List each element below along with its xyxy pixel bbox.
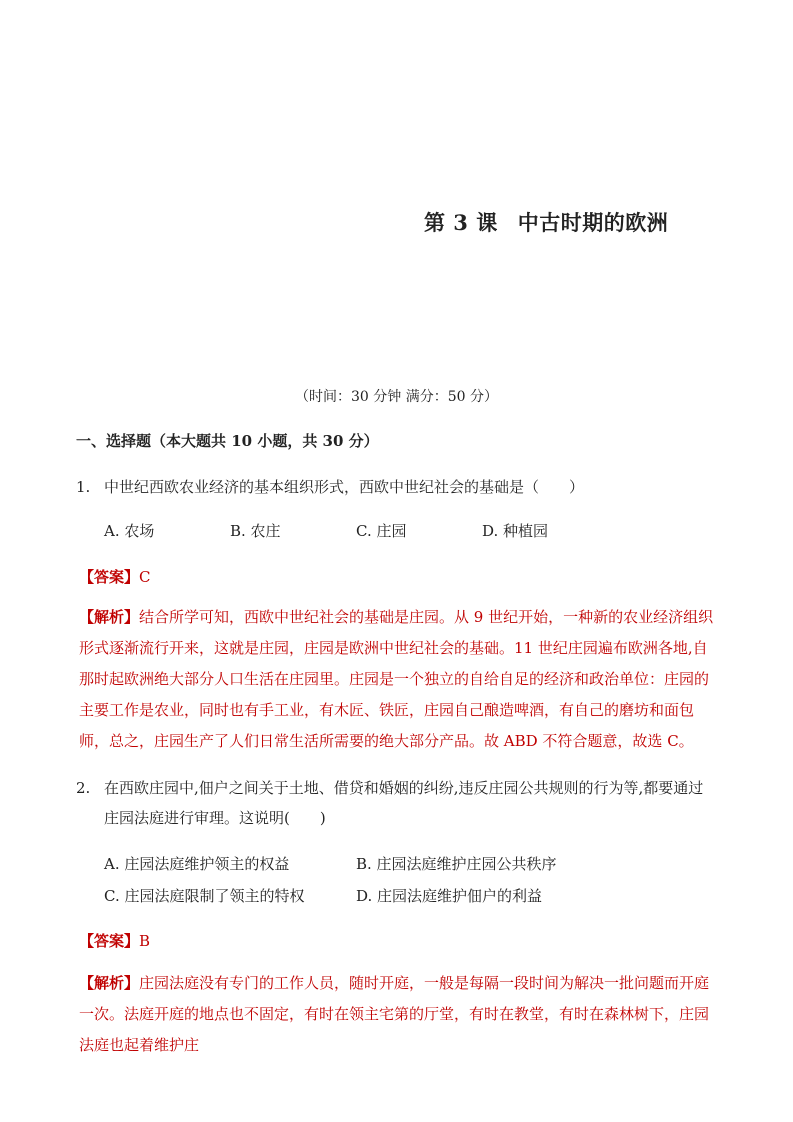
question-number: 1. [76, 478, 91, 496]
time-info: （时间：30 分钟 满分：50 分） [295, 389, 498, 405]
analysis-label: 【解析】 [79, 608, 140, 626]
answer-value: B [139, 932, 151, 950]
option-b: B. 庄园法庭维护庄园公共秩序 [356, 855, 557, 873]
question-2-answer [79, 930, 150, 951]
option-c: C. 庄园 [356, 522, 407, 540]
question-2-analysis [79, 968, 719, 1061]
analysis-label: 【解析】 [79, 974, 140, 992]
analysis-text: 结合所学可知，西欧中世纪社会的基础是庄园。从 9 世纪开始，一种新的农业经济组织形式逐渐流行开来，这就是庄园，庄园是欧洲中世纪社会的基础。11 世纪庄园遍布欧洲各地,自那时起欧洲绝大部分人口生活在庄园里。庄园是一个独立的自给自足的经济和政治单位：庄园的主要工作是农业，同时也有手工业，有木匠、铁匠，庄园自己酿造啤酒，有自己的磨坊和面包师，总之，庄园生产了人们日常生活所需要的绝大部分产品。故 ABD 不符合题意，故选 C。 [79, 608, 714, 750]
question-stem: 在西欧庄园中,佃户之间关于土地、借贷和婚姻的纠纷,违反庄园公共规则的行为等,都要通过庄园法庭进行审理。这说明( ) [104, 779, 704, 827]
question-1-answer [79, 566, 151, 587]
question-stem: 中世纪西欧农业经济的基本组织形式，西欧中世纪社会的基础是（ ） [104, 478, 585, 496]
option-c: C. 庄园法庭限制了领主的特权 [104, 887, 305, 905]
page-title [424, 207, 668, 237]
answer-value: C [139, 568, 151, 586]
answer-label: 【答案】 [79, 568, 140, 586]
lesson-name: 中古时期的欧洲 [517, 210, 669, 235]
question-number: 2. [76, 779, 91, 797]
option-d: D. 庄园法庭维护佃户的利益 [356, 887, 543, 905]
option-d: D. 种植园 [482, 522, 549, 540]
option-a: A. 农场 [104, 522, 155, 540]
option-b: B. 农庄 [230, 522, 281, 540]
question-1-analysis [79, 602, 719, 757]
lesson-number: 第 3 课 [424, 210, 498, 235]
analysis-text: 庄园法庭没有专门的工作人员，随时开庭，一般是每隔一段时间为解决一批问题而开庭一次。法庭开庭的地点也不固定，有时在领主宅第的厅堂，有时在教堂，有时在森林树下，庄园法庭也起着维护庄 [79, 974, 710, 1054]
answer-label: 【答案】 [79, 932, 140, 950]
option-a: A. 庄园法庭维护领主的权益 [104, 855, 290, 873]
section-heading: 一、选择题（本大题共 10 小题，共 30 分） [76, 432, 379, 450]
